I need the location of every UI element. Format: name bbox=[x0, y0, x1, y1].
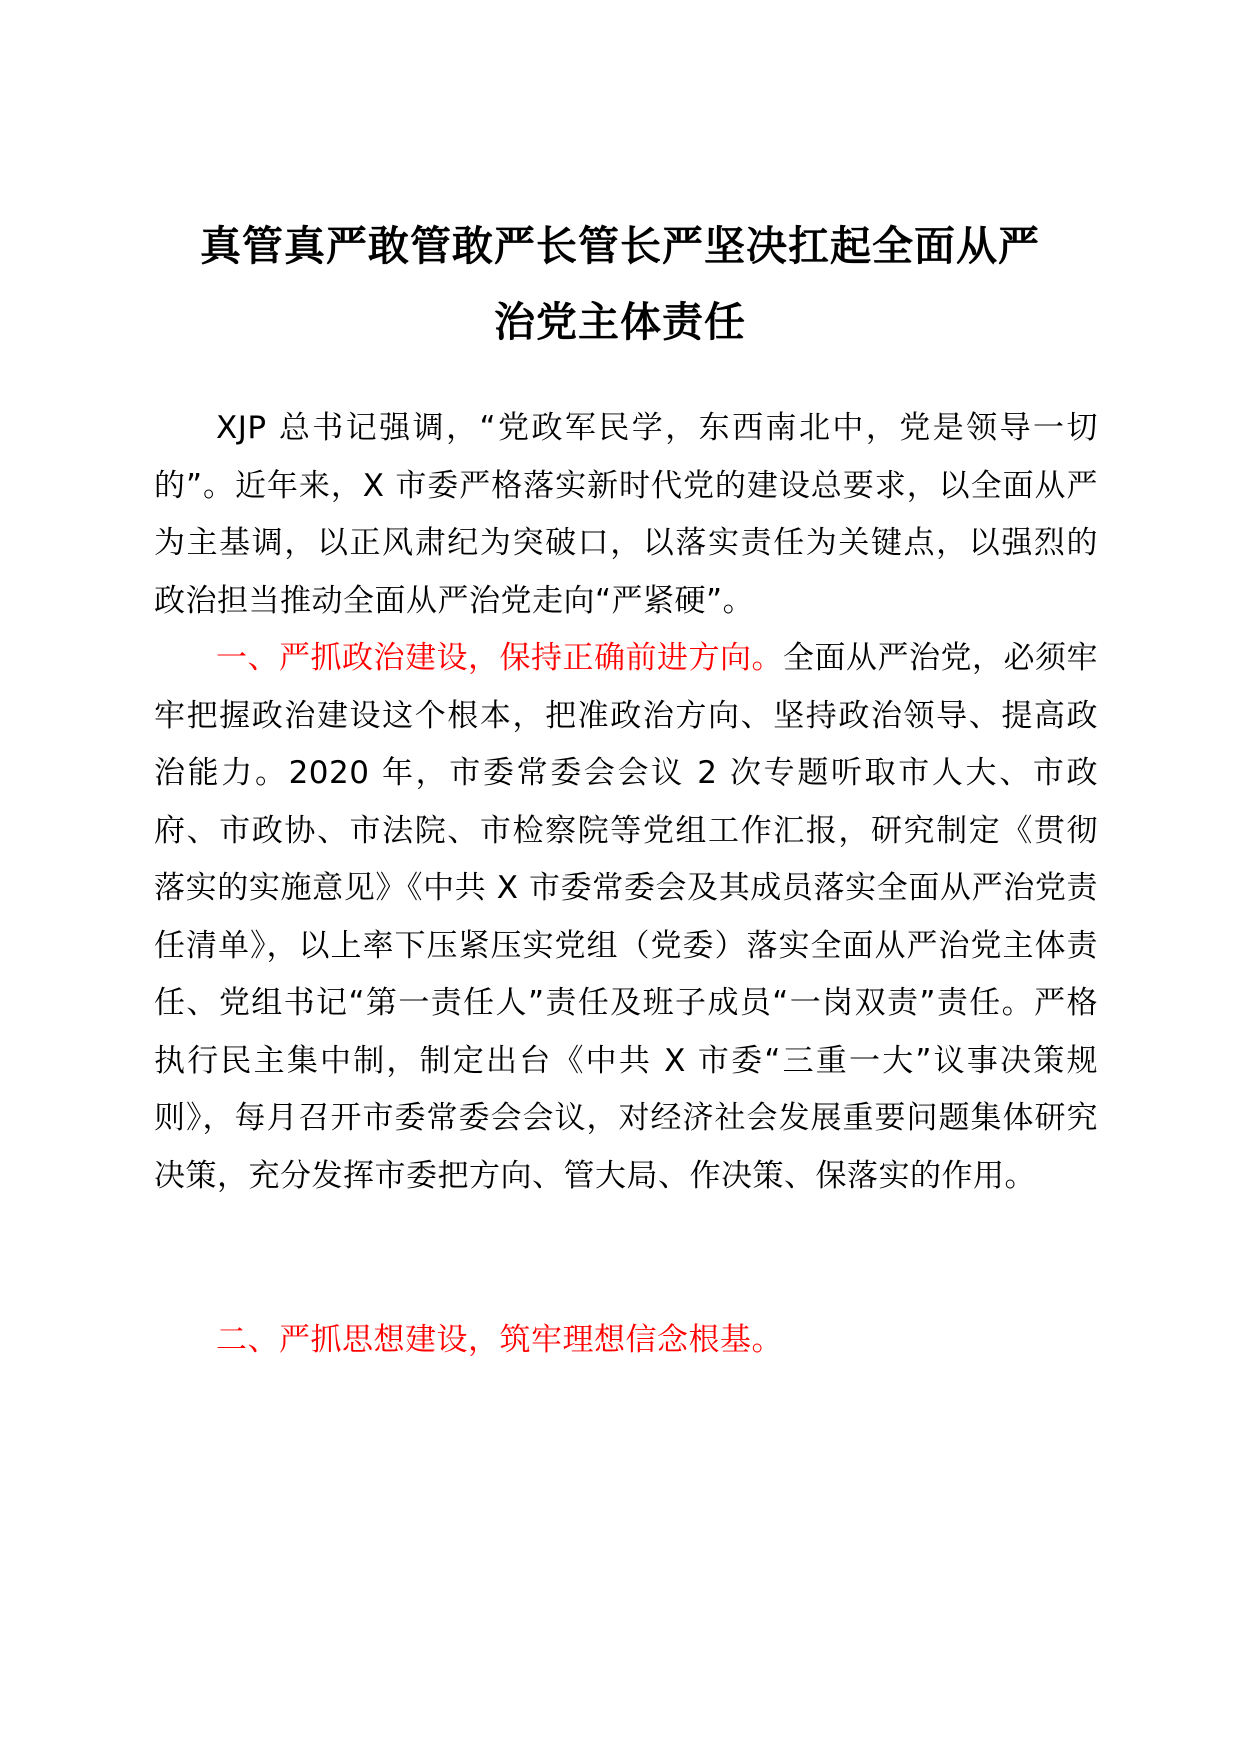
intro-paragraph: XJP 总书记强调，“党政军民学，东西南北中，党是领导一切的”。近年来，X 市委严格落实新时代党的建设总要求，以全面从严为主基调，以正风肃纪为突破口，以落实责任为关键点，以强烈的政治担当推动全面从严治党走向“严紧硬”。 bbox=[154, 410, 1098, 619]
section-1-body: 全面从严治党，必须牢牢把握政治建设这个根本，把准政治方向、坚持政治领导、提高政治能力。2020 年，市委常委会会议 2 次专题听取市人大、市政府、市政协、市法院、市检察院等党组工作汇报，研究制定《贯彻落实的实施意见》《中共 X 市委常委会及其成员落实全面从严治党责任清单》，以上率下压紧压实党组（党委）落实全面从严治党主体责任、党组书记“第一责任人”责任及班子成员“一岗双责”责任。严格执行民主集中制，制定出台《中共 X 市委“三重一大”议事决策规则》，每月召开市委常委会会议，对经济社会发展重要问题集体研究决策，充分发挥市委把方向、管大局、作决策、保落实的作用。 bbox=[154, 640, 1098, 1194]
document-title bbox=[140, 208, 1100, 360]
title-line-1: 真管真严敢管敢严长管长严坚决扛起全面从严 bbox=[200, 222, 1040, 270]
section-1-paragraph bbox=[154, 630, 1098, 1205]
section-2-heading: 二、严抓思想建设，筑牢理想信念根基。 bbox=[216, 1322, 783, 1358]
section-2-paragraph bbox=[154, 1312, 1098, 1370]
section-1-heading: 一、严抓政治建设，保持正确前进方向。 bbox=[216, 640, 783, 676]
title-line-2: 治党主体责任 bbox=[494, 298, 746, 346]
